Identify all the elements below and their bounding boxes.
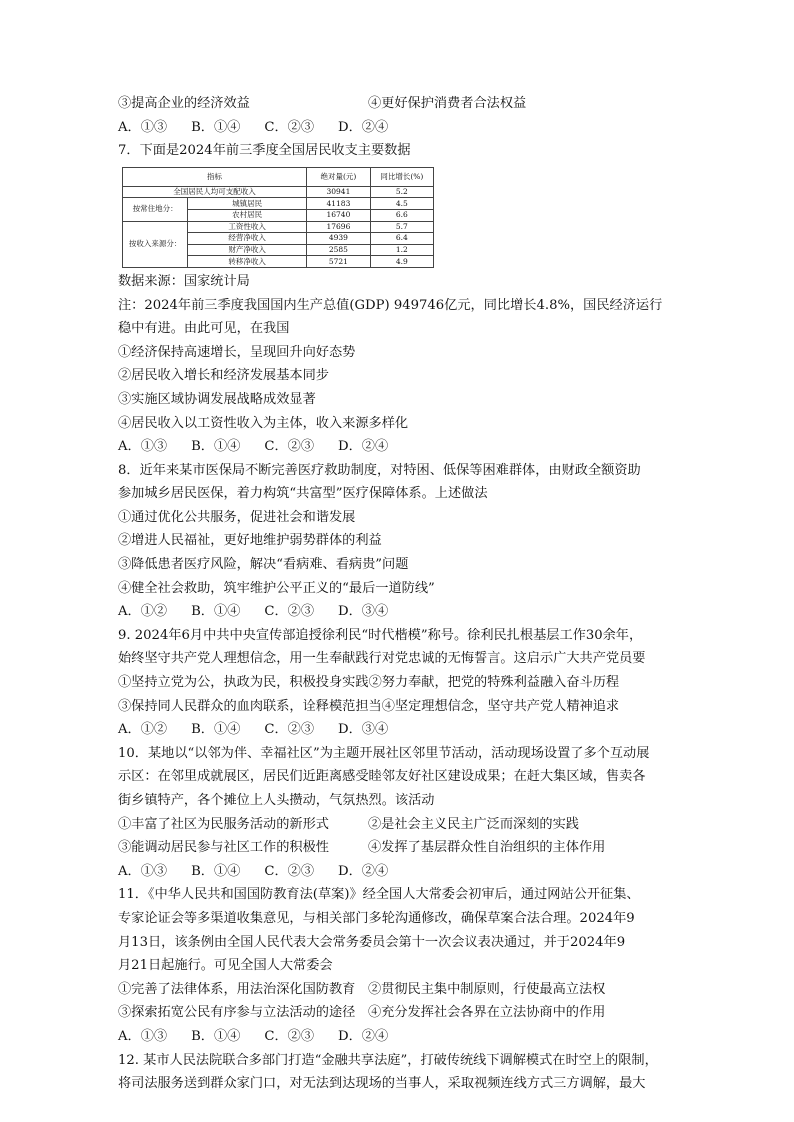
table-cell: 41183 [307, 198, 371, 210]
table-cell: 5721 [307, 256, 371, 268]
q8-option-4: ④健全社会救助，筑牢维护公平正义的“最后一道防线” [118, 580, 435, 596]
table-cell: 16740 [307, 209, 371, 221]
table-header: 指标 [123, 167, 307, 186]
q10-choice-d: D．②④ [338, 863, 389, 879]
table-cell: 4.9 [370, 256, 433, 268]
table-cell: 城镇居民 [188, 198, 307, 210]
q6-choice-c: C．②③ [264, 119, 315, 135]
q11-stem-line-4: 月21日起施行。可见全国人大常委会 [118, 958, 333, 974]
q9-choice-b: B．①④ [191, 722, 241, 738]
q8-choice-d: D．③④ [338, 604, 389, 620]
q11-choice-d: D．②④ [338, 1028, 389, 1044]
q7-option-1: ①经济保持高速增长，呈现回升向好态势 [118, 344, 356, 360]
income-stats-table [122, 167, 434, 268]
q10-option-3: ③能调动居民参与社区工作的积极性 [118, 840, 329, 856]
q9-options-row-1 [118, 671, 678, 695]
table-group-label: 按常住地分： [123, 198, 188, 221]
q7-choice-a: A．①③ [118, 439, 168, 455]
q8-choice-b: B．①④ [191, 604, 241, 620]
table-group-label: 按收入来源分： [123, 221, 188, 267]
q9-choice-a: A．①② [118, 722, 168, 738]
q11-option-1: ①完善了法律体系，用法治深化国防教育 [118, 981, 356, 997]
q10-choices [118, 860, 678, 884]
q8-option-2: ②增进人民福祉，更好地维护弱势群体的利益 [118, 533, 382, 549]
q6-option-3: ③提高企业的经济效益 [118, 96, 250, 111]
q10-choice-a: A．①③ [118, 863, 168, 879]
q11-option-3: ③探索拓宽公民有序参与立法活动的途径 [118, 1005, 356, 1021]
q8-choices [118, 600, 678, 624]
q11-option-2: ②贯彻民主集中制原则，行使最高立法权 [368, 981, 606, 997]
q12-stem-line-2: 将司法服务送到群众家门口，对无法到达现场的当事人，采取视频连线方式三方调解，最大 [118, 1076, 646, 1092]
q10-choice-b: B．①④ [191, 863, 241, 879]
q7-option-2: ②居民收入增长和经济发展基本同步 [118, 368, 329, 384]
q9-choice-d: D．③④ [338, 722, 389, 738]
q10-stem-line-2: 示区：在邻里成就展区，居民们近距离感受睦邻友好社区建设成果；在赶大集区域，售卖各 [118, 769, 646, 785]
q10-stem-line-3: 街乡镇特产，各个摊位上人头攒动，气氛热烈。该活动 [118, 793, 435, 808]
q10-choice-c: C．②③ [264, 863, 315, 879]
q9-option-1: ①坚持立党为公，执政为民，积极投身实践 [118, 675, 369, 691]
q12-stem-line-1: 12. 某市人民法院联合多部门打造“金融共享法庭”，打破传统线下调解模式在时空上的限制， [118, 1052, 658, 1068]
q9-stem-line-1: 9. 2024年6月中共中央宣传部追授徐利民“时代楷模”称号。徐利民扎根基层工作30余年， [118, 627, 643, 643]
q9-stem-line-2: 始终坚守共产党人理想信念，用一生奉献践行对党忠诚的无悔誓言。这启示广大共产党员要 [118, 651, 646, 667]
table-header-row [123, 167, 434, 186]
q6-choices [118, 116, 678, 140]
table-cell: 5.2 [370, 186, 433, 198]
q9-option-2: ②努力奉献，把党的特殊利益融入奋斗历程 [368, 675, 620, 691]
q9-choices [118, 718, 678, 742]
exam-page [118, 92, 678, 1096]
q8-option-1: ①通过优化公共服务，促进社会和谐发展 [118, 509, 356, 525]
q10-stem-line-1: 10．某地以“以邻为伴、幸福社区”为主题开展社区邻里节活动，活动现场设置了多个互动展 [118, 745, 650, 761]
q11-choices [118, 1025, 678, 1049]
q6-choice-d: D．②④ [338, 119, 389, 135]
q10-options-row-1 [118, 813, 678, 837]
table-cell: 5.7 [370, 221, 433, 233]
table-header: 绝对量(元) [307, 167, 371, 186]
q6-option-4: ④更好保护消费者合法权益 [368, 96, 527, 111]
q11-options-row-2 [118, 1001, 678, 1025]
q11-options-row-1 [118, 978, 678, 1002]
q11-stem-line-2: 专家论证会等多渠道收集意见，与相关部门多轮沟通修改，确保草案合法合理。2024年9 [118, 910, 635, 926]
table-cell: 全国居民人均可支配收入 [123, 186, 307, 198]
q11-choice-c: C．②③ [264, 1028, 315, 1044]
q7-note-line-1: 注：2024年前三季度我国国内生产总值(GDP) 949746亿元，同比增长4.8%，国民经济运行 [118, 297, 663, 313]
q10-option-1: ①丰富了社区为民服务活动的新形式 [118, 816, 329, 832]
q7-choice-c: C．②③ [264, 439, 315, 455]
table-cell: 2585 [307, 244, 371, 256]
table-row [123, 186, 434, 198]
table-row [123, 221, 434, 233]
q7-source: 数据来源：国家统计局 [118, 273, 250, 289]
table-cell: 17696 [307, 221, 371, 233]
table-cell: 财产净收入 [188, 244, 307, 256]
q7-note-line-2: 稳中有进。由此可见，在我国 [118, 321, 290, 337]
q10-option-2: ②是社会主义民主广泛而深刻的实践 [368, 816, 579, 832]
q9-options-row-2: ③保持同人民群众的血肉联系，诠释模范担当④坚定理想信念，坚守共产党人精神追求 [118, 698, 620, 714]
q10-options-row-2 [118, 836, 678, 860]
q11-choice-a: A．①③ [118, 1028, 168, 1044]
table-cell: 农村居民 [188, 209, 307, 221]
q11-stem-line-3: 月13日，该条例由全国人民代表大会常务委员会第十一次会议表决通过，并于2024年9 [118, 934, 626, 950]
q8-option-3: ③降低患者医疗风险，解决“看病难、看病贵”问题 [118, 557, 409, 573]
q6-options [118, 92, 678, 116]
table-header: 同比增长(%) [370, 167, 433, 186]
table-cell: 转移净收入 [188, 256, 307, 268]
q11-stem-line-1: 11．《中华人民共和国国防教育法(草案)》经全国人大常委会初审后，通过网站公开征集、 [118, 887, 640, 903]
q8-choice-c: C．②③ [264, 604, 315, 620]
q7-choice-b: B．①④ [191, 439, 241, 455]
q7-option-4: ④居民收入以工资性收入为主体，收入来源多样化 [118, 415, 409, 431]
q6-choice-b: B．①④ [191, 119, 241, 135]
table-cell: 4.5 [370, 198, 433, 210]
table-cell: 工资性收入 [188, 221, 307, 233]
q7-choice-d: D．②④ [338, 439, 389, 455]
q8-stem-line-2: 参加城乡居民医保，着力构筑“共富型”医疗保障体系。上述做法 [118, 486, 488, 502]
q7-option-3: ③实施区域协调发展战略成效显著 [118, 391, 316, 407]
table-cell: 6.6 [370, 209, 433, 221]
q8-stem-line-1: 8．近年来某市医保局不断完善医疗救助制度，对特困、低保等困难群体，由财政全额资助 [118, 462, 641, 478]
q7-choices [118, 435, 678, 459]
table-cell: 经营净收入 [188, 233, 307, 245]
q11-option-4: ④充分发挥社会各界在立法协商中的作用 [368, 1005, 606, 1021]
q11-choice-b: B．①④ [191, 1028, 241, 1044]
q8-choice-a: A．①② [118, 604, 168, 620]
table-cell: 6.4 [370, 233, 433, 245]
q10-option-4: ④发挥了基层群众性自治组织的主体作用 [368, 840, 606, 856]
table-row [123, 198, 434, 210]
table-cell: 1.2 [370, 244, 433, 256]
q7-stem: 7．下面是2024年前三季度全国居民收支主要数据 [118, 143, 411, 159]
table-cell: 4939 [307, 233, 371, 245]
q9-choice-c: C．②③ [264, 722, 315, 738]
table-cell: 30941 [307, 186, 371, 198]
q6-choice-a: A．①③ [118, 119, 168, 135]
